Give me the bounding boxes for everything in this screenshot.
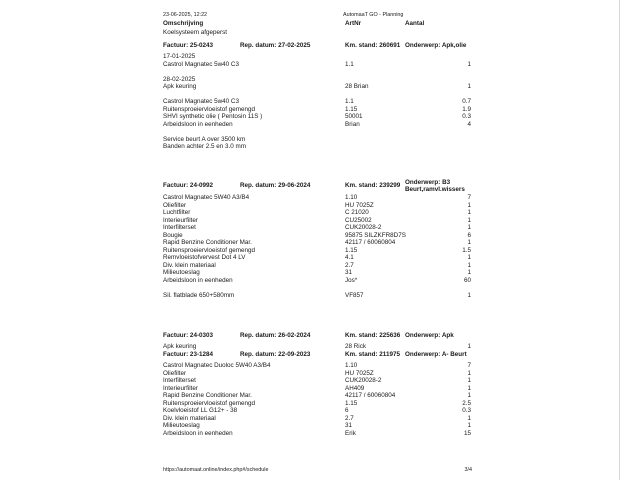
line-item-description: Arbeidsloon in eenheden: [163, 429, 233, 437]
line-item-quantity: 1: [467, 60, 471, 68]
line-item-artnr: 31: [345, 269, 353, 276]
line-item-artnr: 42117 / 60060804: [345, 392, 396, 399]
line-item-artnr: 31: [345, 422, 353, 429]
line-item-description: Interieurfilter: [163, 216, 198, 224]
line-item-quantity: 1: [467, 216, 471, 224]
line-item-description: Div. klein materiaal: [163, 261, 216, 269]
line-item-artnr: VF857: [345, 291, 364, 299]
print-title: AutomaaT GO - Planning: [343, 12, 404, 18]
line-item-description: Luchtfilter: [163, 209, 191, 216]
line-item-quantity: 15: [463, 429, 471, 437]
footer-url: https://automaat.online/index.php#/schedule: [163, 467, 269, 473]
column-header-artnr: ArtNr: [345, 20, 362, 27]
line-item-description: Apk keuring: [163, 343, 197, 350]
line-item-quantity: 0.3: [462, 407, 471, 414]
invoice-number: Factuur: 24-0303: [163, 332, 214, 339]
line-item-description: Koelvloeistof LL G12+ - 38: [163, 407, 238, 414]
invoice-number: Factuur: 23-1284: [163, 351, 214, 358]
invoice-subject: Onderwerp: Apk,olie: [405, 42, 467, 49]
page-edge: [619, 0, 620, 480]
column-header-description: Omschrijving: [163, 20, 204, 27]
line-item-quantity: 2.5: [462, 399, 471, 407]
line-item-quantity: 1: [467, 377, 471, 384]
line-item-quantity: 1: [467, 269, 471, 276]
line-item-description: Arbeidsloon in eenheden: [163, 276, 233, 284]
line-item-artnr: 1.15: [345, 246, 358, 254]
line-item-artnr: Erik: [345, 429, 356, 437]
line-item-description: Banden achter 2.5 en 3.0 mm: [163, 143, 246, 150]
line-item-quantity: 1: [467, 369, 471, 377]
invoice-subject-continued: Beurt,ramvl.wissers: [405, 186, 465, 193]
line-item-artnr: 1.10: [345, 194, 358, 201]
repair-date: Rep. datum: 22-09-2023: [240, 351, 311, 358]
line-item-quantity: 1: [467, 261, 471, 269]
line-item-quantity: 7: [467, 194, 471, 201]
line-item-artnr: 42117 / 60060804: [345, 239, 396, 246]
line-item-artnr: HU 7025Z: [345, 369, 374, 377]
line-item-quantity: 1: [467, 83, 471, 90]
line-item-quantity: 60: [463, 276, 471, 284]
line-item-description: Rapid Benzine Conditioner Mar.: [163, 392, 252, 399]
line-item-description: Div. klein materiaal: [163, 414, 216, 422]
line-item-quantity: 6: [467, 231, 471, 239]
line-item-description: Interfilterset: [163, 224, 196, 231]
invoice-subject: Onderwerp: B3: [405, 179, 451, 186]
repair-date: Rep. datum: 27-02-2025: [240, 42, 311, 49]
line-item-quantity: 1: [467, 224, 471, 231]
line-item-artnr: AH409: [345, 384, 365, 392]
line-item-artnr: Jos*: [345, 276, 358, 284]
line-item-artnr: 2.7: [345, 261, 354, 269]
print-datetime: 23-06-2025, 12:22: [163, 12, 208, 18]
line-item-description: Castrol Magnatec 5W40 A3/B4: [163, 194, 250, 201]
line-item-description: Apk keuring: [163, 83, 197, 90]
invoice-number: Factuur: 25-0243: [163, 42, 214, 49]
line-item-description: Service beurt A over 3500 km: [163, 135, 246, 143]
line-item-description: Ruitensproeiervloeistof gemengd: [163, 246, 256, 254]
odometer-reading: Km. stand: 260691: [345, 42, 401, 49]
line-item-quantity: 0.7: [462, 98, 471, 105]
repair-date: Rep. datum: 26-02-2024: [240, 332, 311, 339]
line-item-artnr: 28 Rick: [345, 343, 366, 350]
line-item-quantity: 1: [467, 291, 471, 299]
line-item-artnr: CU25002: [345, 216, 372, 224]
line-item-quantity: 1: [467, 343, 471, 350]
line-item-artnr: 1.1: [345, 98, 354, 105]
line-item-description: Interfilterset: [163, 377, 196, 384]
line-item-artnr: 1.1: [345, 60, 354, 68]
line-item-description: Interieurfilter: [163, 384, 198, 392]
line-item-quantity: 1: [467, 392, 471, 399]
line-item-description: Milieutoeslag: [163, 422, 200, 429]
line-item-description: Rapid Benzine Conditioner Mar.: [163, 239, 252, 246]
line-item-description: Bougie: [163, 231, 183, 239]
intro-note: Koelsysteem afgeperst: [163, 29, 228, 36]
odometer-reading: Km. stand: 225636: [345, 332, 401, 339]
invoice-subject: Onderwerp: Apk: [405, 332, 454, 339]
line-item-artnr: CUK20028-2: [345, 224, 382, 231]
invoice-number: Factuur: 24-0992: [163, 182, 214, 189]
line-item-artnr: CUK20028-2: [345, 377, 382, 384]
line-item-artnr: 4.1: [345, 254, 354, 261]
line-item-quantity: 1.9: [462, 105, 471, 113]
line-item-description: Remvloeistofvervest Dot 4 LV: [163, 254, 246, 261]
line-item-quantity: 1: [467, 239, 471, 246]
line-item-quantity: 4: [467, 120, 471, 128]
line-item-quantity: 1: [467, 384, 471, 392]
invoice-subject: Onderwerp: A- Beurt: [405, 351, 467, 358]
line-item-artnr: 2.7: [345, 414, 354, 422]
line-item-description: 28-02-2025: [163, 75, 196, 83]
line-item-quantity: 1: [467, 254, 471, 261]
line-item-description: Sil. flatblade 650+580mm: [163, 291, 235, 299]
line-item-artnr: 1.15: [345, 105, 358, 113]
line-item-description: SHVI synthetic olie ( Pentosin 11S ): [163, 113, 263, 120]
line-item-quantity: 1: [467, 422, 471, 429]
line-item-artnr: 1.15: [345, 399, 358, 407]
line-item-quantity: 1: [467, 414, 471, 422]
line-item-artnr: Brian: [345, 120, 360, 128]
line-item-description: Milieutoeslag: [163, 269, 200, 276]
line-item-artnr: C 21020: [345, 209, 369, 216]
line-item-description: Arbeidsloon in eenheden: [163, 120, 233, 128]
line-item-quantity: 7: [467, 362, 471, 369]
line-item-description: Oliefilter: [163, 369, 187, 377]
line-item-artnr: 50001: [345, 113, 363, 120]
odometer-reading: Km. stand: 239299: [345, 182, 401, 189]
odometer-reading: Km. stand: 211975: [345, 351, 400, 358]
line-item-description: Castrol Magnatec 5w40 C3: [163, 98, 239, 105]
repair-date: Rep. datum: 29-06-2024: [240, 182, 311, 189]
line-item-quantity: 1: [467, 209, 471, 216]
line-item-quantity: 1.5: [462, 246, 471, 254]
line-item-artnr: 95875 SILZKFR8D7S: [345, 231, 406, 239]
line-item-description: Castrol Magnatec 5w40 C3: [163, 60, 239, 68]
page-number: 3/4: [464, 467, 472, 473]
line-item-description: Ruitensproeiervloeistof gemengd: [163, 399, 256, 407]
line-item-description: 17-01-2025: [163, 53, 196, 60]
line-item-description: Castrol Magnatec Duoloc 5W40 A3/B4: [163, 362, 271, 369]
line-item-description: Ruitensproeiervloeistof gemengd: [163, 105, 256, 113]
column-header-quantity: Aantal: [405, 20, 425, 27]
line-item-description: Oliefilter: [163, 201, 187, 209]
line-item-artnr: 28 Brian: [345, 83, 369, 90]
line-item-quantity: 1: [467, 201, 471, 209]
line-item-artnr: 6: [345, 407, 349, 414]
line-item-artnr: HU 7025Z: [345, 201, 374, 209]
line-item-quantity: 0.3: [462, 113, 471, 120]
line-item-artnr: 1.10: [345, 362, 358, 369]
